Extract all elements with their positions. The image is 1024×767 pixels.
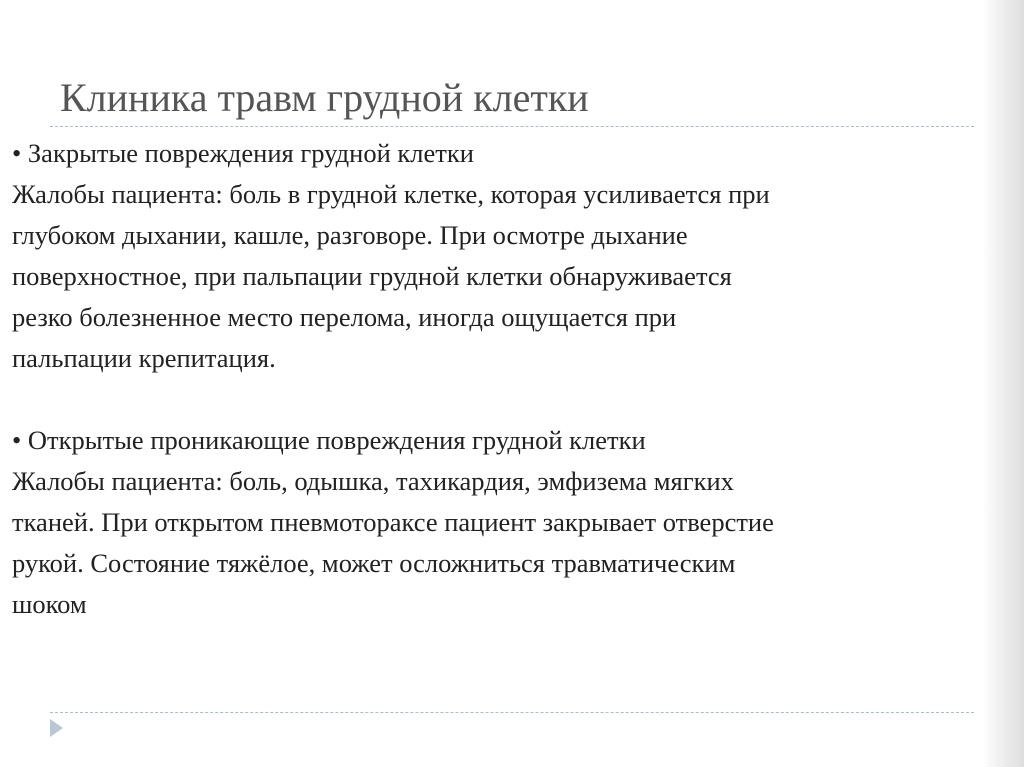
footer-divider [50,712,974,713]
section-open-line: рукой. Состояние тяжёлое, может осложниться травматическим [12,548,736,578]
section-closed-line: Жалобы пациента: боль в грудной клетке, которая усиливается при [12,179,770,209]
triangle-right-icon[interactable] [50,719,63,737]
slide-title: Клиника травм грудной клетки [60,75,589,120]
title-divider [50,126,974,127]
slide-body [12,133,1002,625]
section-closed-line: пальпации крепитация. [12,343,276,373]
section-open-line: Жалобы пациента: боль, одышка, тахикардия, эмфизема мягких [12,466,734,496]
section-closed-line: резко болезненное место перелома, иногда ощущается при [12,302,677,332]
section-closed-line: поверхностное, при пальпации грудной клетки обнаруживается [12,261,732,291]
section-open-heading: • Открытые проникающие повреждения грудной клетки [12,425,646,455]
paragraph-spacer [12,379,1002,420]
section-closed-line: глубоком дыхании, кашле, разговоре. При осмотре дыхание [12,220,688,250]
section-open-line: шоком [12,589,87,619]
section-closed-heading: • Закрытые повреждения грудной клетки [12,138,474,168]
section-open-line: тканей. При открытом пневмотораксе пациент закрывает отверстие [12,507,774,537]
